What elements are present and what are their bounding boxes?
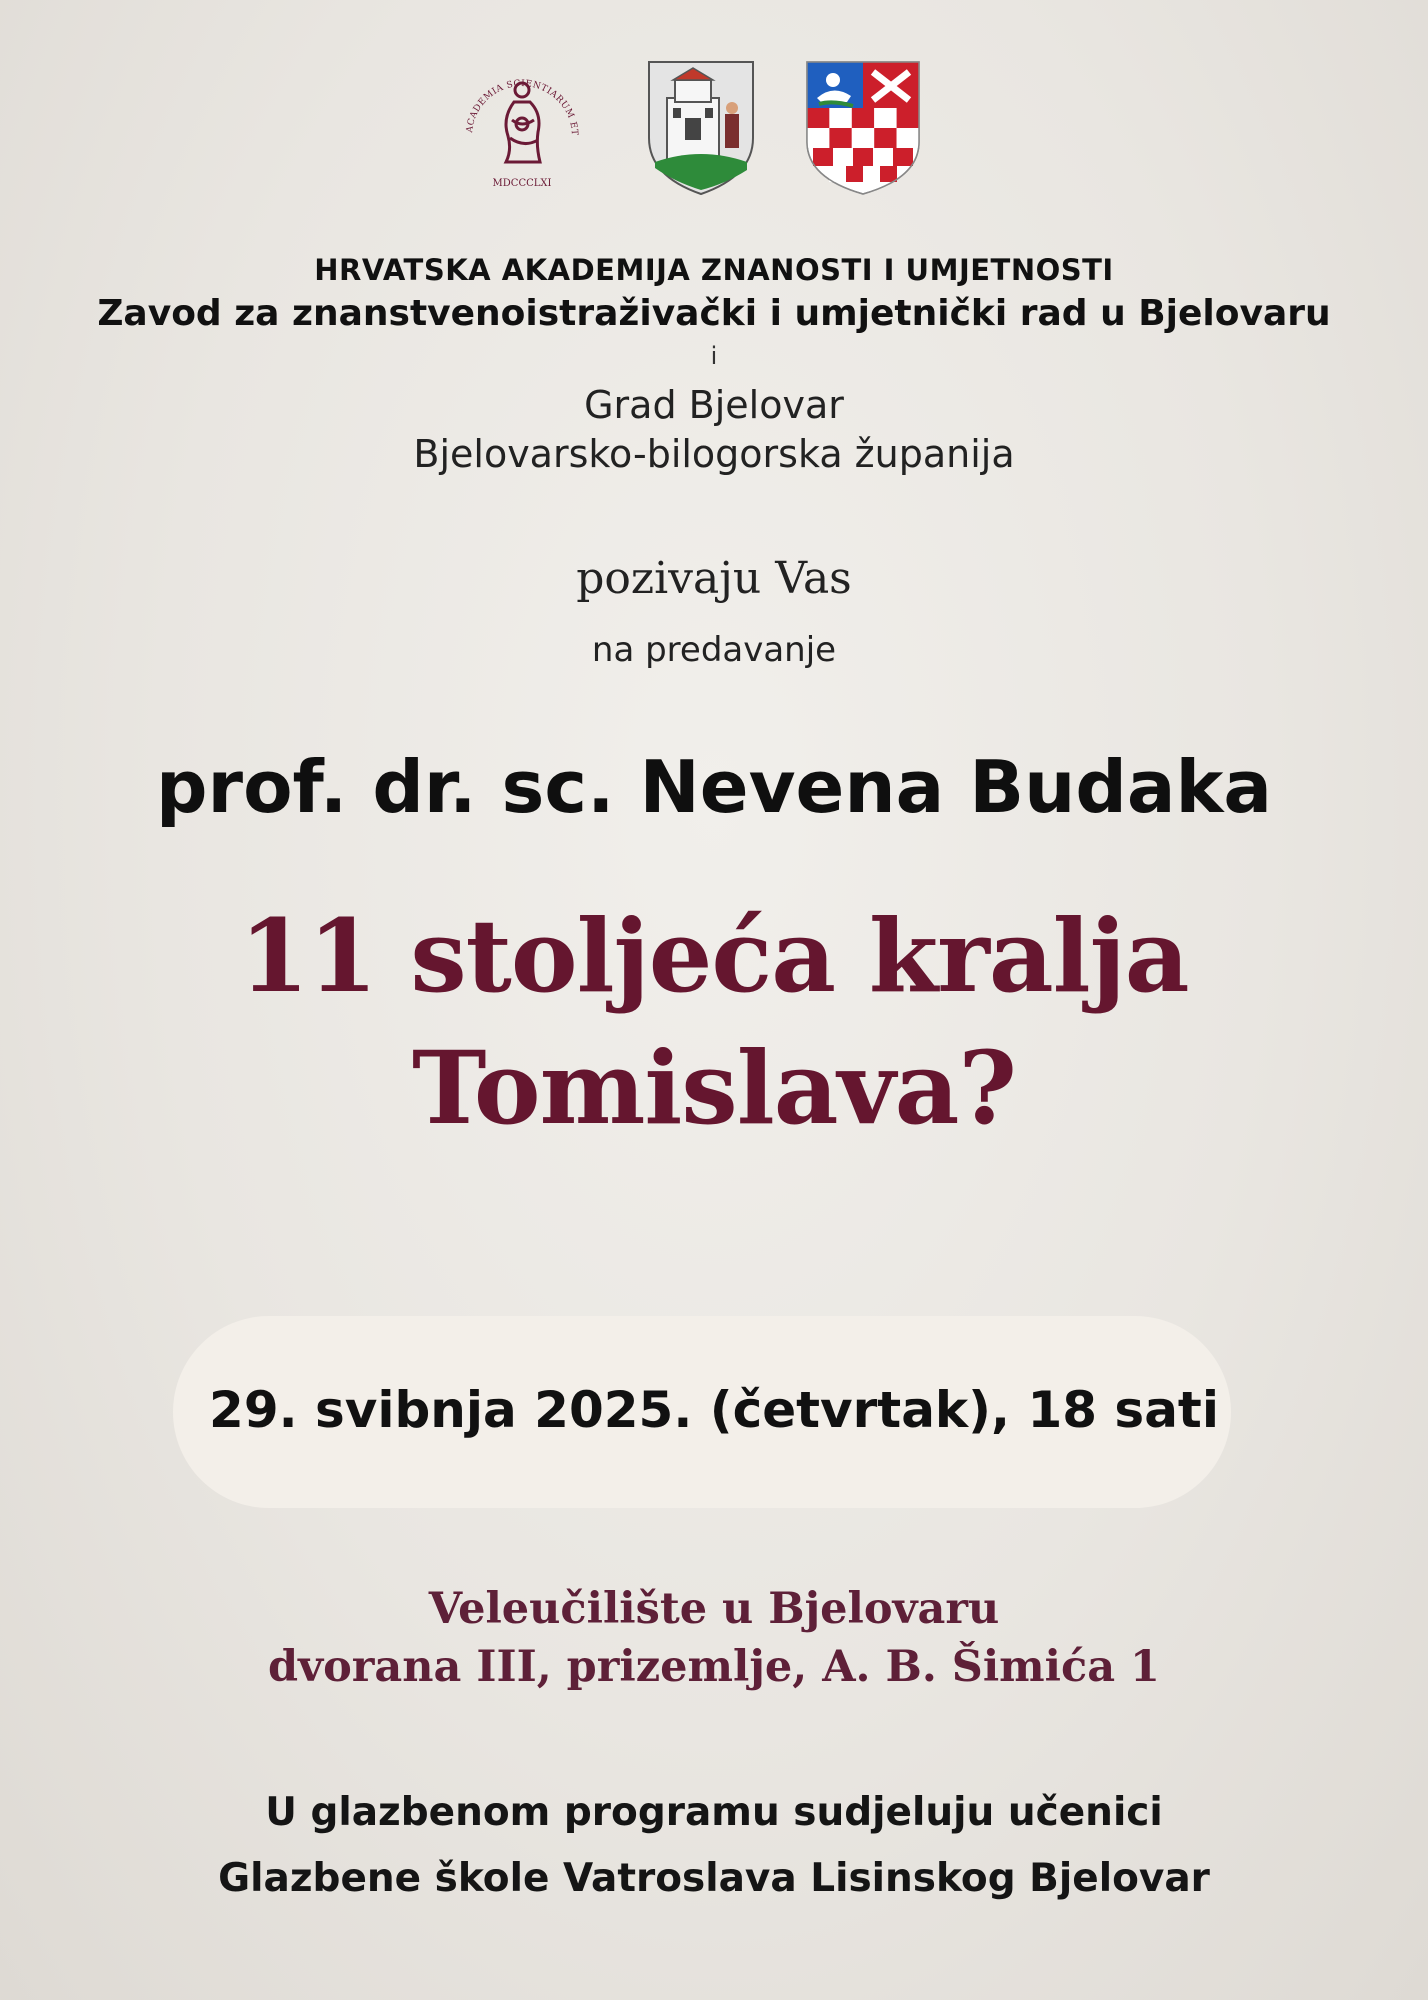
county-name: Bjelovarsko-bilogorska županija (413, 432, 1015, 476)
lecture-title-line2: Tomislava? (411, 1029, 1016, 1147)
academy-name: HRVATSKA AKADEMIJA ZNANOSTI I UMJETNOSTI (314, 253, 1114, 287)
date-time: 29. svibnja 2025. (četvrtak), 18 sati (209, 1381, 1219, 1439)
city-name: Grad Bjelovar (584, 383, 844, 427)
music-program-line1: U glazbenom programu sudjeluju učenici (265, 1790, 1163, 1835)
venue (0, 1580, 1428, 1696)
bjelovar-coat-of-arms-icon (645, 58, 757, 198)
speaker-name: prof. dr. sc. Nevena Budaka (156, 745, 1272, 829)
venue-name: Veleučilište u Bjelovaru (428, 1584, 1000, 1634)
logo-row (0, 58, 1428, 208)
music-program (0, 1780, 1428, 1912)
academy-seal-ring-text: ACADEMIA SCIENTIARUM ET (465, 78, 580, 137)
lecture-title (0, 890, 1428, 1154)
institute-name: Zavod za znanstvenoistraživački i umjetnički rad u Bjelovaru (97, 293, 1331, 334)
academy-seal-icon (452, 58, 592, 198)
invitation-subline: na predavanje (591, 630, 837, 670)
lecture-title-line1: 11 stoljeća kralja (239, 897, 1189, 1015)
music-program-line2: Glazbene škole Vatroslava Lisinskog Bjelovar (218, 1856, 1210, 1901)
invitation-line: pozivaju Vas (576, 553, 852, 604)
conjunction-text: i (710, 342, 718, 370)
academy-seal-year: MDCCCLXI (492, 178, 552, 189)
county-coat-of-arms-icon (803, 58, 923, 198)
venue-address: dvorana III, prizemlje, A. B. Šimića 1 (268, 1642, 1160, 1692)
